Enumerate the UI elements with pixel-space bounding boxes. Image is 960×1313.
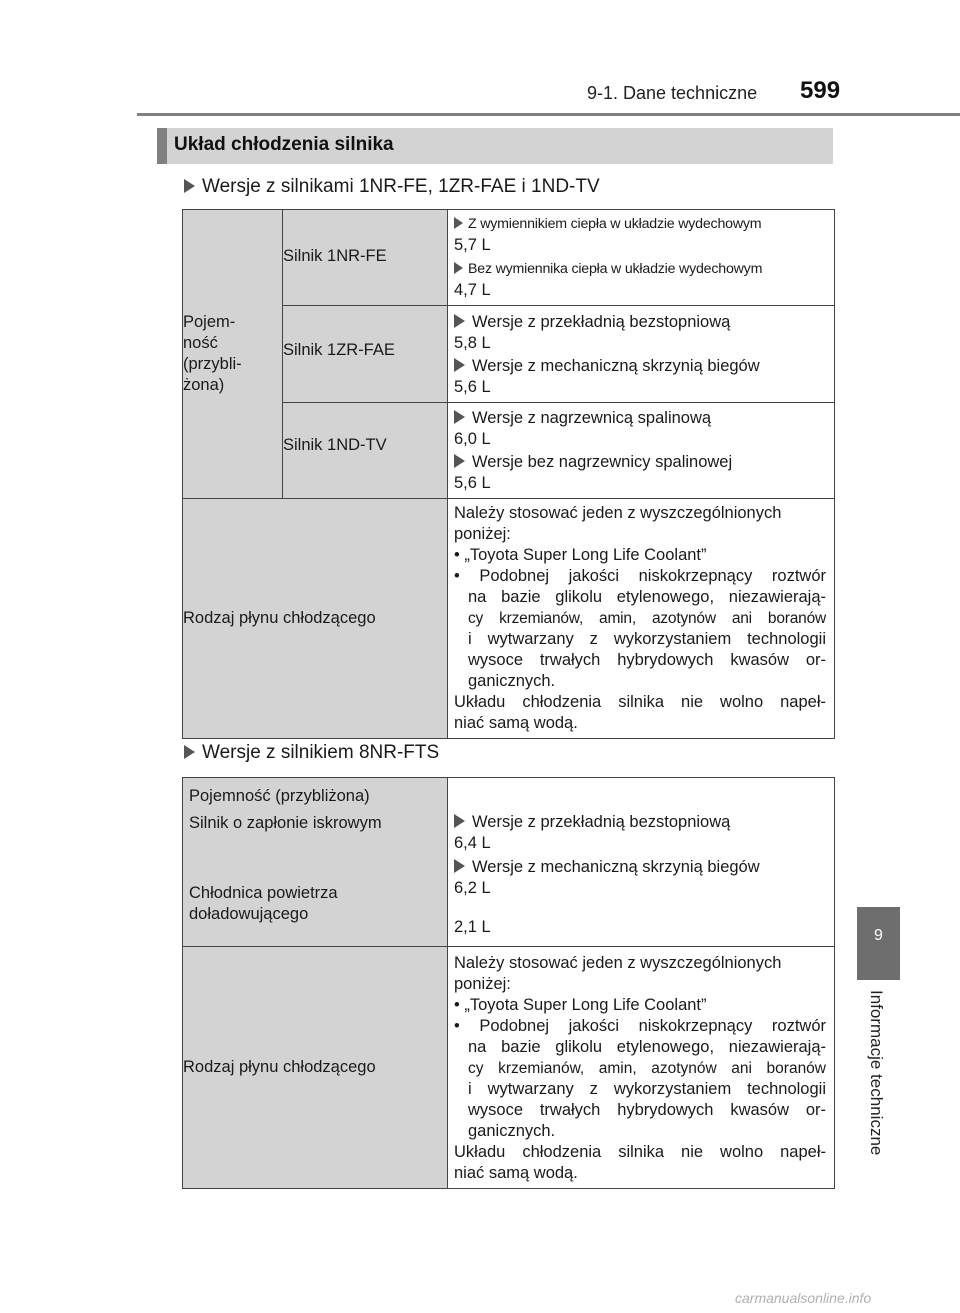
option-label-text: Wersje bez nagrzewnicy spalinowej [472,453,733,471]
coolant-type-value-cell [448,947,835,1189]
engine-name: Silnik 1NR-FE [283,247,387,265]
coolant-note-line: Układu chłodzenia silnika nie wolno napeł- [454,693,826,711]
engine-name: Silnik 1ZR-FAE [283,341,395,359]
chapter-tab [857,907,900,980]
coolant-type-label: Rodzaj płynu chłodzącego [183,1058,376,1076]
coolant-item-line: wysoce trwałych hybrydowych kwasów or- [468,651,826,669]
page-number: 599 [800,77,841,104]
option-label-text: Wersje z nagrzewnicą spalinową [472,409,712,427]
capacity-label-cell [183,778,448,947]
option-label-text: Bez wymiennika ciepła w układzie wydechowym [468,261,763,277]
section-title: 9-1. Dane techniczne [587,83,758,103]
section1-heading-text: Wersje z silnikami 1NR-FE, 1ZR-FAE i 1ND-TV [202,176,600,197]
intercooler-value: 2,1 L [454,918,491,936]
section1-heading [184,176,600,198]
coolant-item-line: na bazie glikolu etylenowego, niezawierają- [468,588,826,606]
option-value: 4,7 L [454,281,491,299]
header-rule [137,113,960,116]
watermark: carmanualsonline.info [735,1290,872,1306]
option-label [454,259,830,280]
capacity-label-line: ność [183,334,218,352]
coolant-type-value-cell [448,499,835,739]
coolant-item-line: na bazie glikolu etylenowego, niezawierają- [468,1038,826,1056]
table-row [183,947,835,1189]
option-label [454,312,830,333]
triangle-bullet-icon [184,179,195,193]
option-label [454,812,830,833]
coolant-item: • „Toyota Super Long Life Coolant” [454,996,707,1014]
section2-heading [184,742,439,764]
coolant-type-label-cell [183,499,448,739]
intercooler-label-line: doładowującego [189,905,309,923]
heading-accent [157,128,167,164]
capacity-label-line: (przybli- [183,355,242,373]
coolant-note-line: niać samą wodą. [454,714,578,732]
triangle-bullet-icon [454,358,465,372]
chapter-label-text: Informacje techniczne [867,990,886,1156]
coolant-type-label-cell [183,947,448,1189]
option-label-text: Wersje z mechaniczną skrzynią biegów [472,357,760,375]
coolant-type-label: Rodzaj płynu chłodzącego [183,609,376,627]
triangle-bullet-icon [454,217,463,229]
triangle-bullet-icon [454,314,465,328]
triangle-bullet-icon [454,814,465,828]
capacity-value-cell [448,778,835,947]
option-label [454,214,830,235]
triangle-bullet-icon [454,410,465,424]
coolant-item-line: cy krzemianów, amin, azotynów ani boranów [468,610,826,627]
option-value: 6,4 L [454,834,491,852]
coolant-note-line: Układu chłodzenia silnika nie wolno napeł- [454,1143,826,1161]
coolant-intro-line: poniżej: [454,975,511,993]
option-value: 6,0 L [454,430,491,448]
coolant-item-line: i wytwarzany z wykorzystaniem technologii [468,1080,826,1098]
triangle-bullet-icon [454,859,465,873]
option-label [454,408,830,429]
engine-name-cell [283,210,448,306]
option-label-text: Wersje z mechaniczną skrzynią biegów [472,858,760,876]
coolant-item-line: cy krzemianów, amin, azotynów ani boranów [468,1060,826,1077]
option-label [454,857,830,878]
engine-value-cell [448,306,835,403]
coolant-intro-line: poniżej: [454,525,511,543]
engine-value-cell [448,210,835,306]
triangle-bullet-icon [454,262,463,274]
table-row [183,778,835,947]
coolant-table-1 [182,209,835,739]
coolant-item-line: • Podobnej jakości niskokrzepnący roztwór [454,567,826,585]
option-value: 5,7 L [454,236,491,254]
section2-heading-text: Wersje z silnikiem 8NR-FTS [202,742,440,763]
engine-name-cell [283,403,448,499]
engine-value-cell [448,403,835,499]
option-value: 5,8 L [454,334,491,352]
capacity-label-cell [183,210,283,499]
capacity-label-line: Pojem- [183,313,236,331]
coolant-intro-line: Należy stosować jeden z wyszczególnionych [454,954,782,972]
coolant-table-2 [182,777,835,1189]
table-row [183,210,835,306]
option-label-text: Wersje z przekładnią bezstopniową [472,313,731,331]
triangle-bullet-icon [454,454,465,468]
option-label [454,452,830,473]
capacity-header: Pojemność (przybliżona) [189,787,370,805]
chapter-label [866,990,886,1180]
coolant-item-line: ganicznych. [468,672,556,690]
coolant-item-line: wysoce trwałych hybrydowych kwasów or- [468,1101,826,1119]
option-value: 6,2 L [454,879,491,897]
coolant-note-line: niać samą wodą. [454,1164,578,1182]
coolant-item-line: • Podobnej jakości niskokrzepnący roztwór [454,1017,826,1035]
table-row [183,499,835,739]
section-heading-bar [157,128,833,164]
engine-name: Silnik 1ND-TV [283,436,387,454]
page-title: Układ chłodzenia silnika [174,134,394,155]
engine-name-cell [283,306,448,403]
chapter-number: 9 [874,927,883,944]
option-label [454,356,830,377]
option-label-text: Wersje z przekładnią bezstopniową [472,813,731,831]
capacity-label-line: żona) [183,376,225,394]
option-value: 5,6 L [454,474,491,492]
coolant-item-line: i wytwarzany z wykorzystaniem technologii [468,630,826,648]
coolant-item: • „Toyota Super Long Life Coolant” [454,546,707,564]
option-label-text: Z wymiennikiem ciepła w układzie wydechowym [468,216,762,232]
triangle-bullet-icon [184,745,195,759]
coolant-item-line: ganicznych. [468,1122,556,1140]
option-value: 5,6 L [454,378,491,396]
coolant-intro-line: Należy stosować jeden z wyszczególnionych [454,504,782,522]
intercooler-label-line: Chłodnica powietrza [189,884,338,902]
engine-name: Silnik o zapłonie iskrowym [189,814,382,832]
